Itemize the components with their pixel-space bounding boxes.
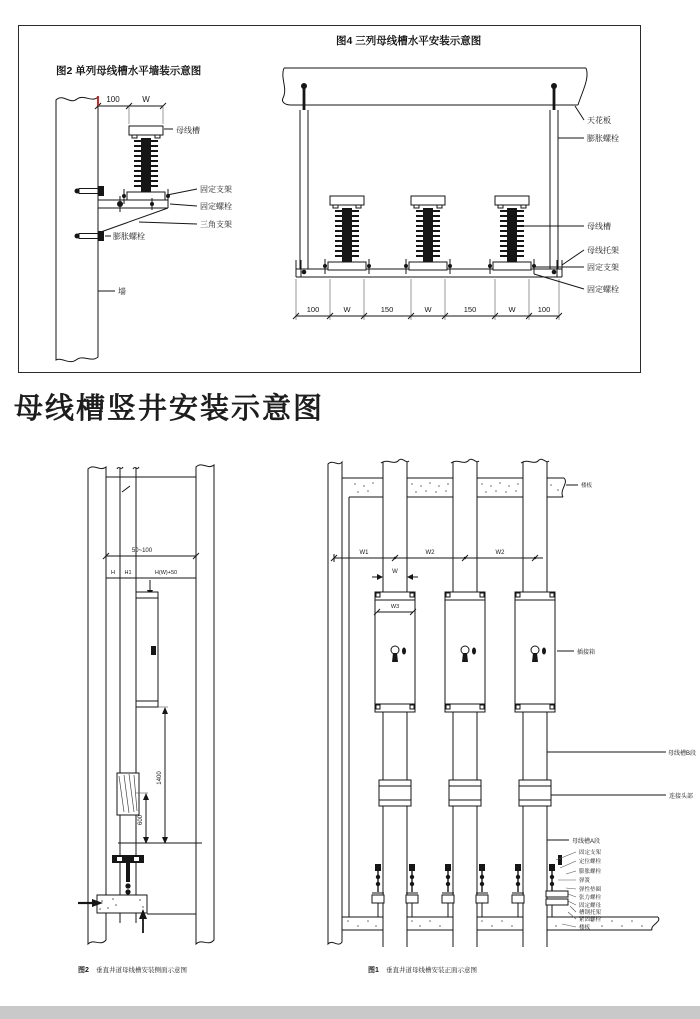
dim-gap: 50~100 [131,548,153,554]
fig-side-caption-no: 图2 [78,967,89,974]
fig4-label-busway: 母线槽 [587,222,611,231]
front-label-stack [556,848,602,931]
dim-w3: W3 [390,604,400,610]
fig2-dim-w: W [142,95,150,104]
stack-label-tension-bolt: 张力螺栓 [579,895,602,901]
fig2-label-fixing-bolt: 固定螺栓 [200,202,232,211]
dim-600: 600 [138,814,144,826]
dim-w: W [392,569,398,575]
fig4-dim-4: W [424,305,432,314]
fig4-dim-1: 100 [306,305,320,314]
side-plug-box [136,592,158,707]
stack-label-fixed-bracket: 固定支架 [579,850,602,856]
page-bottom-edge [0,1006,700,1019]
fig4-dim-2: W [343,305,351,314]
fig4-label-fixing-bolt: 固定螺栓 [587,285,619,294]
fig4-dim-7: 100 [537,305,551,314]
fig2-label-fixed-bracket: 固定支架 [200,185,232,194]
side-joint-sleeve [117,773,139,815]
fig2-labels [98,125,232,296]
dim-w2b: W2 [495,550,505,556]
front-joint-covers [379,780,551,806]
fig-front-view [328,459,696,974]
busway-units [323,196,536,274]
fig4-labels [524,106,619,294]
fig-front-caption-text: 垂直井道母线槽安装正面示意图 [386,967,477,974]
front-label-plug-box: 插接箱 [577,650,596,656]
fig4-dim-3: 150 [380,305,394,314]
stack-label-fixing-nut: 固定螺母 [579,903,602,909]
fig-front-caption-no: 图1 [368,967,379,974]
fig4-label-ceiling: 天花板 [587,116,611,125]
fig2-dim-100: 100 [106,95,120,104]
stack-label-washer: 弹性垫圈 [579,887,602,893]
front-dim-row [331,550,543,562]
fig4-dim-5: 150 [463,305,477,314]
fig4-label-busway-cradle: 母线托架 [587,246,619,255]
triangle-bracket [98,196,168,233]
front-label-connector: 连接头部 [669,794,694,800]
dim-w2a: W2 [425,550,435,556]
front-section-labels [547,749,696,845]
front-label-busway-a: 母线槽A段 [572,839,601,845]
dim-h1: H1 [124,570,132,576]
front-left-wall [328,462,342,944]
fig2-label-triangle-bracket: 三角支架 [200,220,232,229]
fig2-dimension [95,95,166,124]
front-plug-boxes [374,592,595,712]
side-right-wall [196,465,214,944]
fig-front-caption [368,965,478,974]
horizontal-install-drawing [19,26,638,370]
stack-label-clamp-bolt: 紧固螺栓 [579,917,602,923]
side-dimensions [103,548,199,596]
wall [56,97,98,362]
horizontal-install-panel [18,25,641,373]
dim-w1: W1 [359,550,369,556]
fig2-title: 图2 单列母线槽水平墙装示意图 [56,65,202,77]
fig4-label-fixed-bracket: 固定支架 [587,263,619,272]
fig2-label-expansion-bolt: 膨胀螺栓 [113,232,145,241]
fig-side-caption [78,965,188,974]
fig4-ceiling-mount [282,34,619,320]
dim-hw50: H(W)+50 [154,570,178,576]
fig2-wall-mount [56,64,232,362]
stack-label-expansion-bolt: 膨胀螺栓 [579,869,602,875]
fig4-dim-6: W [508,305,516,314]
stack-label-positioning-bolt: 定位螺栓 [579,859,602,865]
stack-label-channel-bracket: 槽钢托架 [579,910,602,916]
fig2-label-busway: 母线槽 [176,126,200,135]
ceiling-slab [282,68,587,105]
fig4-title: 图4 三列母线槽水平安装示意图 [336,35,482,47]
fig4-dimension-row [293,279,562,320]
side-left-wall [88,467,106,944]
busway-unit [122,126,170,204]
dim-1400: 1400 [157,771,163,785]
front-label-floor-top: 楼板 [581,483,593,489]
stack-label-spring: 弹簧 [579,878,591,884]
fig2-label-wall: 墙 [118,287,126,296]
fig4-label-expansion-bolt: 膨胀螺栓 [587,134,619,143]
fig-side-caption-text: 垂直井道母线槽安装侧面示意图 [96,967,187,974]
stack-label-floor: 楼板 [579,925,591,931]
front-label-busway-b: 母线槽B段 [668,751,697,757]
dim-h: H [111,570,115,576]
page-title: 母线槽竖井安装示意图 [14,393,325,425]
fig-side-view [78,465,214,974]
shaft-install-drawing [0,440,700,1000]
